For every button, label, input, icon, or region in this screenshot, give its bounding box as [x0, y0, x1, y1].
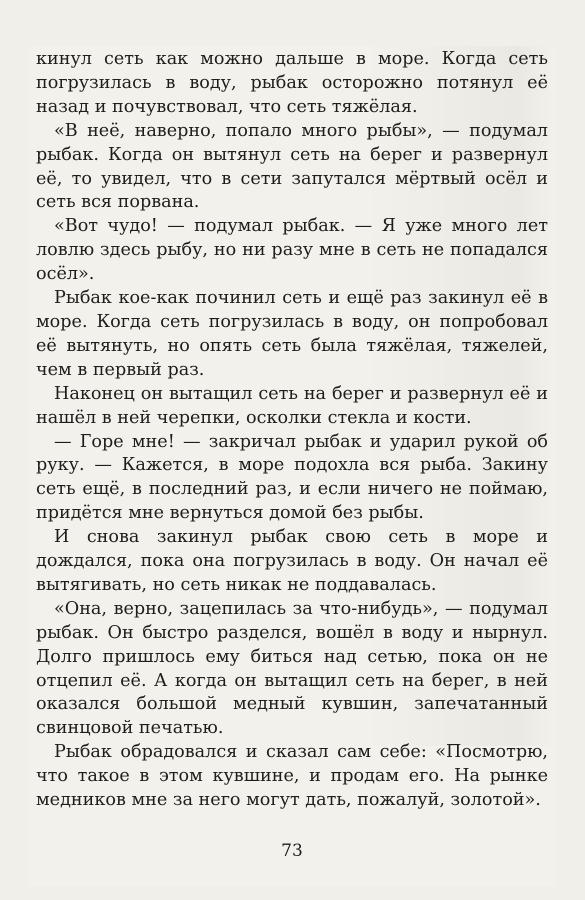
paragraph: — Горе мне! — закричал рыбак и ударил рукой об руку. — Кажется, в море подохла вся рыба. Закину сеть ещё, в последний раз, и если ничего не поймаю, придётся мне вернуться домой без рыбы. — [36, 431, 548, 524]
body-text — [36, 48, 548, 813]
book-page — [28, 46, 556, 886]
paragraph: Рыбак кое-как починил сеть и ещё раз закинул её в море. Когда сеть погрузилась в воду, он попробовал её вытянуть, но опять сеть была тяжёлая, тяжелей, чем в первый раз. — [36, 288, 548, 380]
paragraph: «В неё, наверно, попало много рыбы», — подумал рыбак. Когда он вытянул сеть на берег и развернул её, то увидел, что в сети запутался мёртвый осёл и сеть вся порвана. — [36, 120, 548, 213]
paragraph: «Вот чудо! — подумал рыбак. — Я уже много лет ловлю здесь рыбу, но ни разу мне в сеть не попадался осёл». — [36, 216, 548, 285]
paragraph: Рыбак обрадовался и сказал сам себе: «Посмотрю, что такое в этом кувшине, и продам его. На рынке медников мне за него могут дать, пожалуй, золотой». — [36, 742, 548, 811]
paragraph: И снова закинул рыбак свою сеть в море и дождался, пока она погрузилась в воду. Он начал её вытягивать, но сеть никак не поддавалась. — [36, 527, 548, 595]
paragraph: «Она, верно, зацепилась за что-нибудь», — подумал рыбак. Он быстро разделся, вошёл в воду и нырнул. Долго пришлось ему биться над сетью, пока он не отцепил её. А когда он вытащил сеть на берег, в ней оказался большой медный кувшин, запечатанный свинцовой печатью. — [36, 598, 548, 739]
paragraph: кинул сеть как можно дальше в море. Когда сеть погрузилась в воду, рыбак осторожно потянул её назад и почувствовал, что сеть тяжёлая. — [36, 49, 548, 117]
paragraph: Наконец он вытащил сеть на берег и развернул её и нашёл в ней черепки, осколки стекла и кости. — [36, 383, 548, 428]
page-number: 73 — [281, 841, 303, 861]
